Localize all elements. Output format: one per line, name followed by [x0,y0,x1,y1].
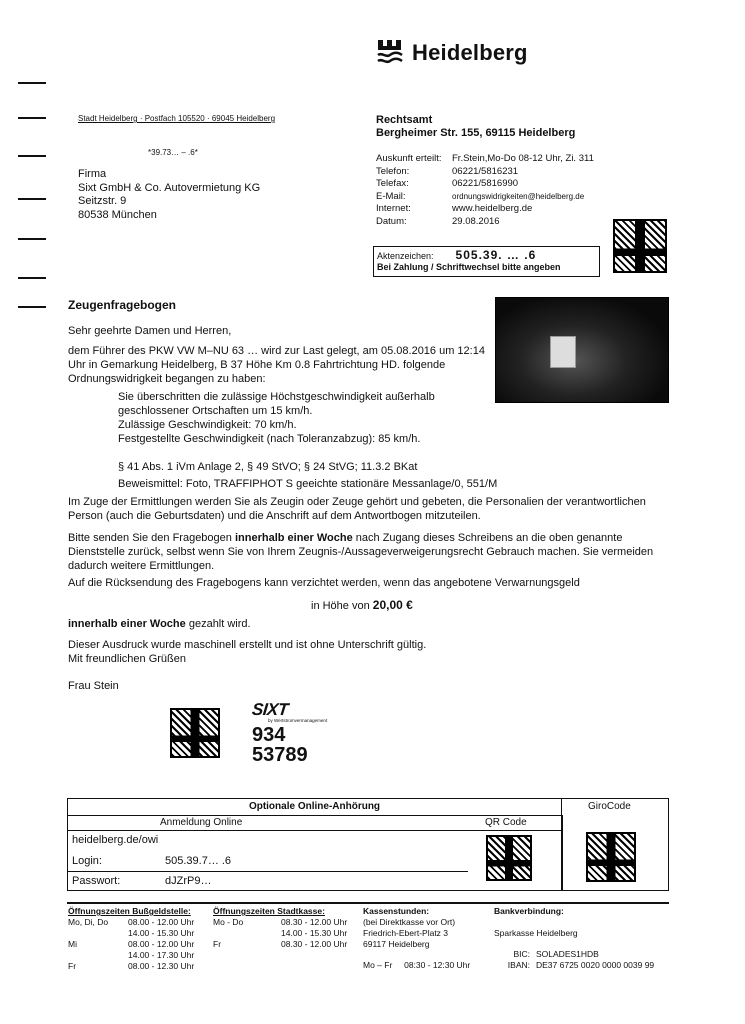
logo-text: Heidelberg [412,40,528,65]
stamp-number-1: 934 [252,724,286,746]
footer-heading: Kassenstunden: [363,906,430,916]
login-label: Login: [72,855,102,867]
evidence-line: Beweismittel: Foto, TRAFFIPHOT S geeichte stationäre Messanlage/0, 551/M [118,478,498,490]
offense-block [118,390,478,446]
photo-face [550,336,576,368]
heidelberg-logo-icon [376,38,404,68]
qr-code-label: QR Code [485,817,527,828]
online-qr-code [486,835,532,881]
stamp-number-2: 53789 [252,744,308,766]
info-row: Telefax: 06221/5816990 [376,178,519,189]
footer-kassen-hours: Mo – Fr 08:30 - 12:30 Uhr [363,960,471,970]
datamatrix-code [170,708,220,758]
signature-name: Frau Stein [68,680,119,692]
info-row: Telefon: 06221/5816231 [376,165,519,177]
info-row: Auskunft erteilt: Fr.Stein,Mo-Do 08-12 Uhr, Zi. 311 [376,153,594,164]
recipient-line: Sixt GmbH & Co. Autovermietung KG [78,181,261,194]
margin-mark [18,82,46,84]
info-row: E-Mail: ordnungswidrigkeiten@heidelberg.de [376,190,585,202]
law-reference: § 41 Abs. 1 iVm Anlage 2, § 49 StVO; § 24 StVG; 11.3.2 BKat [118,461,418,473]
sixt-stamp [252,700,327,765]
online-hearing-table [67,798,669,891]
password-value: dJZrP9… [165,875,212,887]
fine-amount: 20,00 € [372,598,413,612]
recipient-line: 80538 München [78,208,157,221]
sixt-sub: by Wertstromvermanagement [268,718,328,723]
anmeldung-label: Anmeldung Online [160,817,243,828]
machine-note: Dieser Ausdruck wurde maschinell erstellt und ist ohne Unterschrift gültig. [68,639,427,651]
evidence-photo [495,297,669,403]
intro-paragraph: dem Führer des PKW VW M–NU 63 … wird zur Last gelegt, am 05.08.2016 um 12:14 Uhr in Gemarkung Heidelberg, B 37 Höhe Km 0.8 Fahrtrichtung HD. folgende Ordnungswidrigkeit begangen zu haben: [68,345,485,385]
margin-mark [18,117,46,119]
paragraph-deadline: Bitte senden Sie den Fragebogen innerhalb einer Woche nach Zugang dieses Schreibens an die oben genannte Dienststelle zurück, selbst wenn Sie von Ihrem Zeugnis-/Aussageverweigerungsrecht Gebrauch machen. Sie vermeiden dadurch weitere Ermittlungen. [68,532,654,572]
info-row: Datum: 29.08.2016 [376,215,500,227]
recipient-line: Firma [78,168,107,180]
girocode-qr [586,832,636,882]
footer-bussgeld: Öffnungszeiten Bußgeldstelle: Mo, Di, Do 08.00 - 12.00 Uhr 14.00 - 15.30 Uhr Mi 08.00 - 12.00 Uhr 14.00 - 17.30 Uhr Fr 08.00 - 12.30 Uhr [68,906,208,972]
password-label: Passwort: [72,875,121,887]
aktenzeichen-box [373,246,600,277]
bank-iban: IBAN: DE37 6725 0020 0000 0039 99 [507,960,655,970]
online-url[interactable]: heidelberg.de/owi [72,834,159,846]
reference-small: *39.73… – .6* [148,148,198,157]
city-logo [376,38,528,68]
closing: Mit freundlichen Grüßen [68,653,186,665]
footer-heading: Öffnungszeiten Stadtkasse: [213,906,325,916]
letter-title: Zeugenfragebogen [68,298,177,312]
office-address: Bergheimer Str. 155, 69115 Heidelberg [376,127,576,139]
contact-info [376,153,616,228]
office-title: Rechtsamt [376,114,433,126]
fine-amount-line: in Höhe von 20,00 € [311,598,413,612]
footer-stadtkasse: Öffnungszeiten Stadtkasse: Mo - Do 08.30 - 12.00 Uhr 14.00 - 15.30 Uhr Fr 08.30 - 12.00 Uhr [213,906,363,950]
footer-heading: Öffnungszeiten Bußgeldstelle: [68,906,191,916]
aktenzeichen-value: 505.39. … .6 [455,248,537,262]
info-row: Internet: www.heidelberg.de [376,203,533,214]
paragraph-witness: Im Zuge der Ermittlungen werden Sie als Zeugin oder Zeuge gehört und gebeten, die Personalien der verantwortlichen Person (auch die Geburtsdaten) und die Anschrift auf dem Antwortbogen mitzuteilen. [68,496,646,522]
recipient-address [78,168,260,222]
margin-mark [18,306,46,308]
girocode-label: GiroCode [588,801,631,812]
table-divider [561,815,563,890]
sender-line: Stadt Heidelberg · Postfach 105520 · 69045 Heidelberg [78,114,276,123]
margin-mark [18,277,46,279]
bank-bic: BIC: SOLADES1HDB [513,949,599,959]
top-qr-code [613,219,667,273]
table-rule [68,830,561,831]
aktenzeichen-label: Aktenzeichen: [377,251,434,261]
margin-mark [18,198,46,200]
footer-bank [494,906,669,917]
offense-line: Festgestellte Geschwindigkeit (nach Toleranzabzug): 85 km/h. [118,433,421,445]
aktenzeichen-note: Bei Zahlung / Schriftwechsel bitte angeben [377,262,561,272]
sixt-logo: SIXT [251,700,289,719]
online-title: Optionale Online-Anhörung [68,799,562,816]
office-block [376,114,575,139]
login-value: 505.39.7… .6 [165,855,232,867]
footer-kassenstunden: Kassenstunden: (bei Direktkasse vor Ort) Friedrich-Ebert-Platz 3 69117 Heidelberg [363,906,493,950]
margin-mark [18,155,46,157]
footer-heading: Bankverbindung: [494,906,564,916]
footer-rule [67,902,669,904]
offense-line: Zulässige Geschwindigkeit: 70 km/h. [118,419,297,431]
margin-mark [18,238,46,240]
paragraph-fine: Auf die Rücksendung des Fragebogens kann verzichtet werden, wenn das angebotene Verwarnungsgeld [68,577,580,589]
table-rule [68,871,468,872]
recipient-line: Seitzstr. 9 [78,195,127,207]
paragraph-week: innerhalb einer Woche gezahlt wird. [68,618,251,630]
offense-line: Sie überschritten die zulässige Höchstgeschwindigkeit außerhalb geschlossener Ortschaften um 15 km/h. [118,391,435,417]
salutation: Sehr geehrte Damen und Herren, [68,325,232,337]
bank-name: Sparkasse Heidelberg [494,928,578,938]
